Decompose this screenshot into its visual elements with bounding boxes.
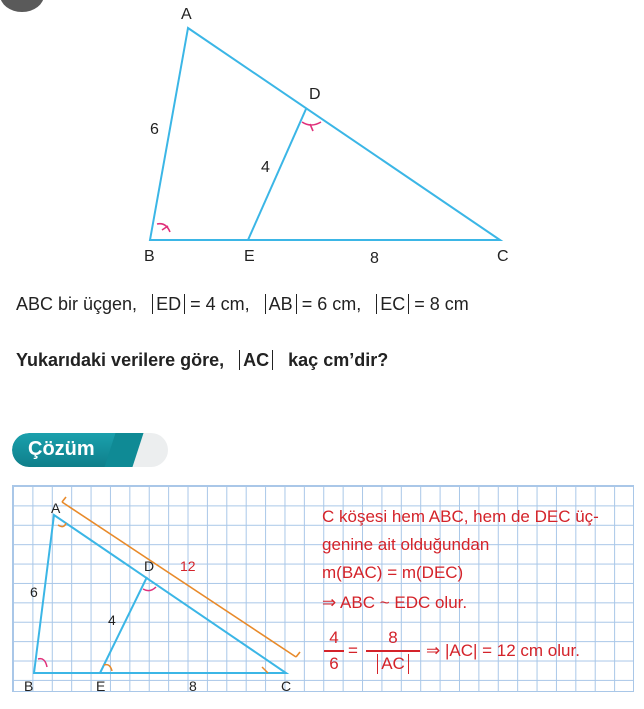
side-ed-length-2: 4 [108, 612, 116, 628]
angle-arc-b [157, 224, 170, 232]
label-b-2: B [24, 678, 34, 694]
question-before: Yukarıdaki verilere göre, [16, 350, 225, 370]
label-e-2: E [96, 678, 106, 694]
frac2-den: AC [366, 654, 420, 674]
ab-label: AB [265, 294, 297, 314]
side-ab-length: 6 [150, 121, 159, 138]
solution-line-1: C köşesi hem ABC, hem de DEC üç- [322, 507, 599, 526]
problem-intro: ABC bir üçgen, [16, 294, 138, 314]
solution-line-2: genine ait olduğundan [322, 535, 490, 554]
ed-value: = 4 cm, [190, 294, 250, 314]
label-a-2: A [51, 500, 61, 516]
label-e: E [244, 248, 255, 265]
frac2-bar [366, 650, 420, 652]
question-after: kaç cm’dir? [288, 350, 389, 370]
question [16, 350, 388, 371]
label-a: A [181, 6, 192, 23]
angle-bac: m(BAC) [322, 563, 383, 582]
ed-label: ED [152, 294, 185, 314]
label-b: B [144, 248, 155, 265]
solution-line-4: ⇒ ABC ~ EDC olur. [322, 593, 468, 612]
problem-statement [16, 294, 469, 315]
side-ed-length: 4 [261, 159, 270, 176]
equals-sign: = [348, 641, 358, 660]
label-c: C [497, 248, 509, 265]
frac1-bar [324, 650, 344, 652]
triangle-abc [150, 28, 500, 240]
frac2-num: 8 [388, 628, 398, 647]
triangle-figure-1 [0, 0, 644, 290]
ac-label: AC [239, 350, 273, 370]
solution-line-3 [322, 563, 463, 583]
side-ac-length-2: 12 [180, 558, 196, 574]
frac1-num: 4 [329, 628, 339, 647]
ec-value: = 8 cm [414, 294, 469, 314]
side-ec-length: 8 [370, 250, 379, 267]
solution-tab-label: Çözüm [28, 438, 95, 460]
segment-ed [248, 109, 306, 240]
ab-value: = 6 cm, [301, 294, 362, 314]
triangle-abc-2 [34, 515, 286, 673]
angle-arc-d [302, 122, 321, 125]
side-ec-length-2: 8 [189, 678, 197, 694]
solution-tab [12, 433, 168, 467]
ac-length-marker [62, 502, 296, 657]
solution-result: ⇒ |AC| = 12 cm olur. [426, 641, 580, 660]
angle-dec: = m(DEC) [387, 563, 464, 582]
label-d-2: D [144, 558, 155, 574]
side-ab-length-2: 6 [30, 584, 38, 600]
ec-label: EC [376, 294, 409, 314]
frac1-den: 6 [329, 654, 339, 673]
label-d: D [309, 86, 321, 103]
label-c-2: C [281, 678, 292, 694]
